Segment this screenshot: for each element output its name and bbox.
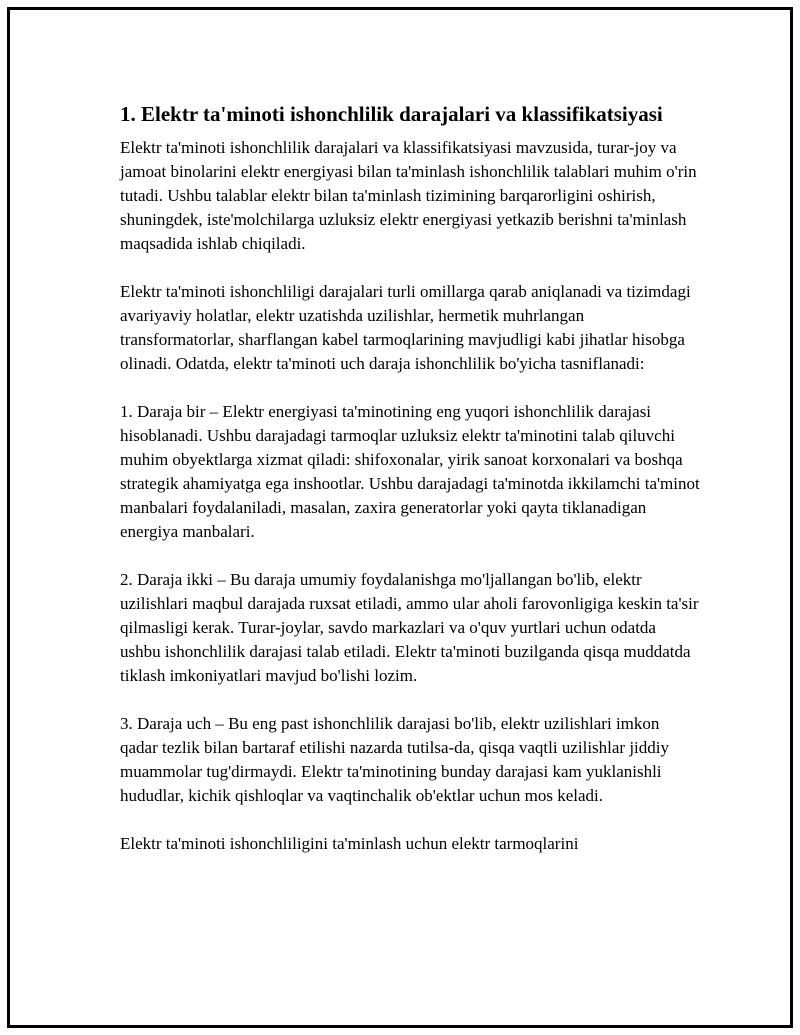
paragraph-level-one: 1. Daraja bir – Elektr energiyasi ta'minotining eng yuqori ishonchlilik darajasi hisoblanadi. Ushbu darajadagi tarmoqlar uzluksiz elektr ta'minotini talab qiluvchi muhim obyektlarga xizmat qiladi: shifoxonalar, yirik sanoat korxonalari va boshqa strategik ahamiyatga ega inshootlar. Ushbu darajadagi ta'minotda ikkilamchi ta'minot manbalari foydalaniladi, masalan, zaxira generatorlar yoki qayta tiklanadigan energiya manbalari. [120,402,700,541]
paragraph-level-three: 3. Daraja uch – Bu eng past ishonchlilik darajasi bo'lib, elektr uzilishlari imkon qadar tezlik bilan bartaraf etilishi nazarda tutilsa-da, qisqa vaqtli uzilishlar jiddiy muammolar tug'dirmaydi. Elektr ta'minotining bunday darajasi kam yuklanishli hududlar, kichik qishloqlar va vaqtinchalik ob'ektlar uchun mos keladi. [120,714,670,805]
page-border [7,7,793,1028]
paragraph-level-two: 2. Daraja ikki – Bu daraja umumiy foydalanishga mo'ljallangan bo'lib, elektr uzilishlari maqbul darajada ruxsat etiladi, ammo ular aholi farovonligiga keskin ta'sir qilmasligi kerak. Turar-joylar, savdo markazlari va o'quv yurtlari uchun odatda ushbu ishonchlilik darajasi talab etiladi. Elektr ta'minoti buzilganda qisqa muddatda tiklash imkoniyatlari mavjud bo'lishi lozim. [120,570,699,685]
document-body [120,100,700,880]
paragraph-continuation: Elektr ta'minoti ishonchliligini ta'minlash uchun elektr tarmoqlarini [120,834,579,853]
paragraph-intro: Elektr ta'minoti ishonchlilik darajalari va klassifikatsiyasi mavzusida, turar-joy va jamoat binolarini elektr energiyasi bilan ta'minlash ishonchlilik talablari muhim o'rin tutadi. Ushbu talablar elektr bilan ta'minlash tizimining barqarorligini oshirish, shuningdek, iste'molchilarga uzluksiz elektr energiyasi yetkazib berishni ta'minlash maqsadida ishlab chiqiladi. [120,138,697,253]
section-heading: 1. Elektr ta'minoti ishonchlilik darajalari va klassifikatsiyasi [120,102,663,126]
paragraph-factors: Elektr ta'minoti ishonchliligi darajalari turli omillarga qarab aniqlanadi va tizimdagi avariyaviy holatlar, elektr uzatishda uzilishlar, hermetik muhrlangan transformatorlar, sharflangan kabel tarmoqlarining mavjudligi kabi jihatlar hisobga olinadi. Odatda, elektr ta'minoti uch daraja ishonchlilik bo'yicha tasniflanadi: [120,282,691,373]
